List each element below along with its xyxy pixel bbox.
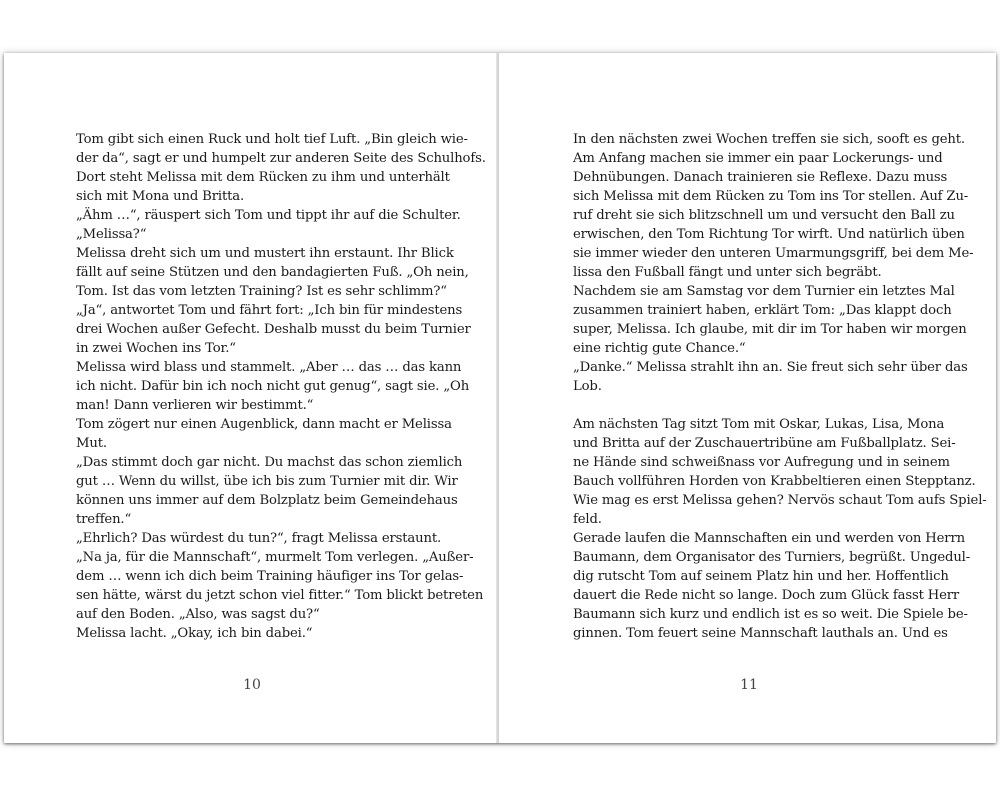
text-line: Wie mag es erst Melissa gehen? Nervös schaut Tom aufs Spiel- — [573, 493, 987, 508]
text-line: Tom zögert nur einen Augenblick, dann macht er Melissa — [76, 417, 452, 432]
text-line: der da“, sagt er und humpelt zur anderen Seite des Schulhofs. — [76, 151, 486, 166]
text-line: Dehnübungen. Danach trainieren sie Reflexe. Dazu muss — [573, 170, 948, 185]
text-line: drei Wochen außer Gefecht. Deshalb musst du beim Turnier — [76, 322, 471, 337]
text-line: Am Anfang machen sie immer ein paar Lockerungs- und — [573, 151, 943, 166]
text-line: treffen.“ — [76, 512, 132, 527]
text-line: auf den Boden. „Also, was sagst du?“ — [76, 607, 320, 622]
text-line: in zwei Wochen ins Tor.“ — [76, 341, 236, 356]
text-line: Baumann, dem Organisator des Turniers, begrüßt. Ungedul- — [573, 550, 971, 565]
text-line: „Das stimmt doch gar nicht. Du machst das schon ziemlich — [76, 455, 463, 470]
text-line: und Britta auf der Zuschauertribüne am Fußballplatz. Sei- — [573, 436, 956, 451]
text-line: Mut. — [76, 436, 107, 451]
text-line: Tom. Ist das vom letzten Training? Ist es sehr schlimm?“ — [76, 284, 447, 299]
right-page-text — [573, 130, 987, 643]
text-line: lissa den Fußball fängt und unter sich begräbt. — [573, 265, 882, 280]
text-line: ginnen. Tom feuert seine Mannschaft lauthals an. Und es — [573, 626, 948, 641]
text-line: In den nächsten zwei Wochen treffen sie sich, sooft es geht. — [573, 132, 965, 147]
right-page — [499, 53, 996, 743]
left-page — [4, 53, 498, 743]
text-line: super, Melissa. Ich glaube, mit dir im Tor haben wir morgen — [573, 322, 967, 337]
text-line: Dort steht Melissa mit dem Rücken zu ihm und unterhält — [76, 170, 450, 185]
text-line: Lob. — [573, 379, 602, 394]
text-line: „Ähm …“, räuspert sich Tom und tippt ihr auf die Schulter. — [76, 208, 461, 223]
right-page-number: 11 — [740, 677, 758, 693]
text-line: Bauch vollführen Horden von Krabbeltieren einen Stepptanz. — [573, 474, 976, 489]
text-line: eine richtig gute Chance.“ — [573, 341, 746, 356]
text-line: sen hätte, wärst du jetzt schon viel fitter.“ Tom blickt betreten — [76, 588, 484, 603]
text-line: „Ja“, antwortet Tom und fährt fort: „Ich bin für mindestens — [76, 303, 463, 318]
blank-line — [573, 396, 929, 415]
text-line: ruf dreht sie sich blitzschnell um und versucht den Ball zu — [573, 208, 955, 223]
text-line: Gerade laufen die Mannschaften ein und werden von Herrn — [573, 531, 965, 546]
text-line: fällt auf seine Stützen und den bandagierten Fuß. „Oh nein, — [76, 265, 469, 280]
text-line: Am nächsten Tag sitzt Tom mit Oskar, Lukas, Lisa, Mona — [573, 417, 945, 432]
text-line: sich Melissa mit dem Rücken zu Tom ins Tor stellen. Auf Zu- — [573, 189, 969, 204]
text-line: dem … wenn ich dich beim Training häufiger ins Tor gelas- — [76, 569, 464, 584]
text-line: „Melissa?“ — [76, 227, 147, 242]
text-line: erwischen, den Tom Richtung Tor wirft. Und natürlich üben — [573, 227, 965, 242]
text-line: „Na ja, für die Mannschaft“, murmelt Tom verlegen. „Außer- — [76, 550, 474, 565]
text-line: ne Hände sind schweißnass vor Aufregung und in seinem — [573, 455, 950, 470]
text-line: können uns immer auf dem Bolzplatz beim Gemeindehaus — [76, 493, 458, 508]
text-line: Melissa lacht. „Okay, ich bin dabei.“ — [76, 626, 313, 641]
text-line: feld. — [573, 512, 602, 527]
text-line: Tom gibt sich einen Ruck und holt tief Luft. „Bin gleich wie- — [76, 132, 468, 147]
text-line: ich nicht. Dafür bin ich noch nicht gut genug“, sagt sie. „Oh — [76, 379, 470, 394]
text-line: dauert die Rede nicht so lange. Doch zum Glück fasst Herr — [573, 588, 960, 603]
text-line: Baumann sich kurz und endlich ist es so weit. Die Spiele be- — [573, 607, 968, 622]
text-line: man! Dann verlieren wir bestimmt.“ — [76, 398, 314, 413]
book-spread — [4, 53, 996, 743]
left-page-number: 10 — [243, 677, 261, 693]
text-line: sie immer wieder den unteren Umarmungsgriff, bei dem Me- — [573, 246, 974, 261]
left-page-text — [76, 130, 486, 643]
text-line: „Ehrlich? Das würdest du tun?“, fragt Melissa erstaunt. — [76, 531, 442, 546]
text-line: Melissa dreht sich um und mustert ihn erstaunt. Ihr Blick — [76, 246, 454, 261]
text-line: sich mit Mona und Britta. — [76, 189, 244, 204]
text-line: dig rutscht Tom auf seinem Platz hin und her. Hoffentlich — [573, 569, 949, 584]
text-line: gut … Wenn du willst, übe ich bis zum Turnier mit dir. Wir — [76, 474, 458, 489]
text-line: zusammen trainiert haben, erklärt Tom: „Das klappt doch — [573, 303, 952, 318]
text-line: Melissa wird blass und stammelt. „Aber … das … das kann — [76, 360, 462, 375]
text-line: „Danke.“ Melissa strahlt ihn an. Sie freut sich sehr über das — [573, 360, 968, 375]
text-line: Nachdem sie am Samstag vor dem Turnier ein letztes Mal — [573, 284, 955, 299]
